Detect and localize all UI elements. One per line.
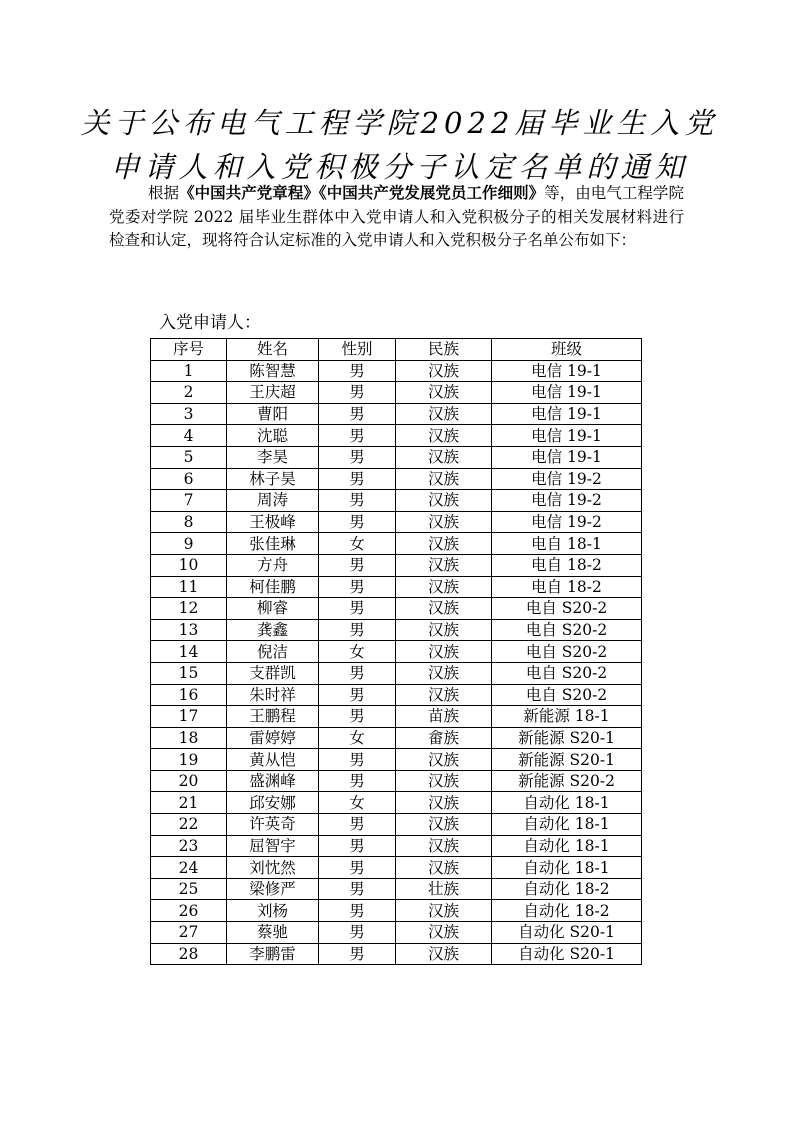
table-row	[151, 576, 642, 598]
cell-name: 曹阳	[227, 403, 319, 425]
header-gender: 性别	[319, 339, 396, 361]
intro-document-2: 《中国共产党发展党员工作细则》	[318, 183, 545, 202]
cell-gender: 男	[319, 922, 396, 944]
table-body	[151, 360, 642, 965]
cell-ethnicity: 汉族	[396, 598, 492, 620]
cell-class: 电信 19-1	[492, 425, 642, 447]
cell-gender: 女	[319, 727, 396, 749]
cell-ethnicity: 汉族	[396, 662, 492, 684]
cell-class: 新能源 S20-1	[492, 727, 642, 749]
cell-name: 刘杨	[227, 900, 319, 922]
header-ethnicity: 民族	[396, 339, 492, 361]
cell-index: 18	[151, 727, 227, 749]
cell-ethnicity: 汉族	[396, 382, 492, 404]
section-title: 入党申请人：	[159, 313, 261, 333]
cell-gender: 男	[319, 468, 396, 490]
cell-name: 雷婷婷	[227, 727, 319, 749]
cell-index: 25	[151, 878, 227, 900]
cell-gender: 男	[319, 814, 396, 836]
cell-name: 倪洁	[227, 641, 319, 663]
cell-index: 12	[151, 598, 227, 620]
cell-name: 方舟	[227, 554, 319, 576]
cell-index: 15	[151, 662, 227, 684]
cell-gender: 男	[319, 835, 396, 857]
cell-class: 电信 19-1	[492, 382, 642, 404]
cell-ethnicity: 汉族	[396, 576, 492, 598]
cell-index: 11	[151, 576, 227, 598]
cell-gender: 男	[319, 446, 396, 468]
cell-ethnicity: 汉族	[396, 684, 492, 706]
cell-class: 新能源 S20-2	[492, 770, 642, 792]
cell-ethnicity: 汉族	[396, 943, 492, 965]
cell-class: 电自 S20-2	[492, 684, 642, 706]
cell-gender: 男	[319, 706, 396, 728]
cell-ethnicity: 汉族	[396, 641, 492, 663]
cell-gender: 男	[319, 554, 396, 576]
cell-class: 电自 S20-2	[492, 619, 642, 641]
cell-name: 林子昊	[227, 468, 319, 490]
cell-ethnicity: 汉族	[396, 468, 492, 490]
notice-title-line-1: 关于公布电气工程学院2022届毕业生入党	[80, 106, 719, 140]
cell-name: 王鹏程	[227, 706, 319, 728]
cell-name: 李昊	[227, 446, 319, 468]
cell-class: 电自 S20-2	[492, 641, 642, 663]
cell-index: 10	[151, 554, 227, 576]
cell-index: 23	[151, 835, 227, 857]
cell-class: 自动化 18-2	[492, 900, 642, 922]
cell-name: 邱安娜	[227, 792, 319, 814]
intro-rest: 等，由电气工程学院党委对学院 2022 届毕业生群体中入党申请人和入党积极分子的相关发展材料进行检查和认定，现将符合认定标准的入党申请人和入党积极分子名单公布如下：	[109, 184, 684, 249]
table-row	[151, 468, 642, 490]
cell-name: 柯佳鹏	[227, 576, 319, 598]
cell-class: 电信 19-2	[492, 490, 642, 512]
cell-name: 蔡驰	[227, 922, 319, 944]
cell-ethnicity: 汉族	[396, 749, 492, 771]
table-row	[151, 490, 642, 512]
cell-class: 电自 18-1	[492, 533, 642, 555]
table-row	[151, 425, 642, 447]
cell-class: 电自 S20-2	[492, 662, 642, 684]
cell-ethnicity: 汉族	[396, 533, 492, 555]
cell-ethnicity: 汉族	[396, 835, 492, 857]
cell-name: 许英奇	[227, 814, 319, 836]
cell-index: 26	[151, 900, 227, 922]
cell-index: 4	[151, 425, 227, 447]
cell-gender: 男	[319, 598, 396, 620]
table-row	[151, 749, 642, 771]
table-row	[151, 922, 642, 944]
intro-paragraph	[109, 181, 684, 253]
cell-gender: 男	[319, 900, 396, 922]
cell-name: 沈聪	[227, 425, 319, 447]
cell-ethnicity: 苗族	[396, 706, 492, 728]
table-row	[151, 533, 642, 555]
header-index: 序号	[151, 339, 227, 361]
cell-name: 张佳琳	[227, 533, 319, 555]
cell-index: 7	[151, 490, 227, 512]
cell-gender: 男	[319, 360, 396, 382]
table-row	[151, 403, 642, 425]
table-row	[151, 878, 642, 900]
cell-gender: 男	[319, 857, 396, 879]
cell-ethnicity: 畲族	[396, 727, 492, 749]
cell-name: 屈智宇	[227, 835, 319, 857]
cell-name: 王极峰	[227, 511, 319, 533]
cell-gender: 女	[319, 533, 396, 555]
cell-ethnicity: 汉族	[396, 360, 492, 382]
cell-gender: 女	[319, 641, 396, 663]
cell-name: 支群凯	[227, 662, 319, 684]
cell-name: 李鹏雷	[227, 943, 319, 965]
table-row	[151, 900, 642, 922]
cell-index: 24	[151, 857, 227, 879]
cell-ethnicity: 汉族	[396, 900, 492, 922]
cell-index: 27	[151, 922, 227, 944]
table-row	[151, 619, 642, 641]
cell-name: 龚鑫	[227, 619, 319, 641]
cell-ethnicity: 汉族	[396, 770, 492, 792]
table-row	[151, 360, 642, 382]
cell-index: 1	[151, 360, 227, 382]
cell-ethnicity: 汉族	[396, 619, 492, 641]
table-row	[151, 706, 642, 728]
cell-class: 自动化 18-1	[492, 857, 642, 879]
cell-ethnicity: 汉族	[396, 857, 492, 879]
cell-class: 电信 19-2	[492, 468, 642, 490]
cell-name: 柳睿	[227, 598, 319, 620]
cell-index: 6	[151, 468, 227, 490]
cell-class: 自动化 S20-1	[492, 922, 642, 944]
table-row	[151, 792, 642, 814]
intro-document-1: 《中国共产党章程》	[179, 183, 319, 202]
notice-title-line-2: 申请人和入党积极分子认定名单的通知	[110, 150, 689, 184]
cell-ethnicity: 汉族	[396, 792, 492, 814]
cell-name: 黄从恺	[227, 749, 319, 771]
cell-class: 电信 19-2	[492, 511, 642, 533]
table-row	[151, 770, 642, 792]
cell-index: 21	[151, 792, 227, 814]
cell-name: 周涛	[227, 490, 319, 512]
table-row	[151, 382, 642, 404]
cell-gender: 男	[319, 403, 396, 425]
cell-index: 20	[151, 770, 227, 792]
cell-gender: 女	[319, 792, 396, 814]
cell-gender: 男	[319, 943, 396, 965]
cell-gender: 男	[319, 511, 396, 533]
table-row	[151, 598, 642, 620]
table-row	[151, 943, 642, 965]
cell-ethnicity: 壮族	[396, 878, 492, 900]
cell-class: 电自 S20-2	[492, 598, 642, 620]
cell-index: 16	[151, 684, 227, 706]
cell-index: 19	[151, 749, 227, 771]
cell-name: 盛渊峰	[227, 770, 319, 792]
cell-gender: 男	[319, 425, 396, 447]
cell-index: 2	[151, 382, 227, 404]
cell-name: 朱时祥	[227, 684, 319, 706]
table-row	[151, 511, 642, 533]
cell-index: 8	[151, 511, 227, 533]
header-class: 班级	[492, 339, 642, 361]
cell-ethnicity: 汉族	[396, 922, 492, 944]
table-header-row	[151, 339, 642, 361]
cell-ethnicity: 汉族	[396, 511, 492, 533]
cell-gender: 男	[319, 576, 396, 598]
cell-ethnicity: 汉族	[396, 554, 492, 576]
cell-index: 28	[151, 943, 227, 965]
cell-gender: 男	[319, 684, 396, 706]
cell-ethnicity: 汉族	[396, 814, 492, 836]
cell-index: 13	[151, 619, 227, 641]
cell-index: 22	[151, 814, 227, 836]
cell-ethnicity: 汉族	[396, 446, 492, 468]
cell-class: 自动化 18-2	[492, 878, 642, 900]
table-row	[151, 684, 642, 706]
cell-index: 5	[151, 446, 227, 468]
cell-index: 9	[151, 533, 227, 555]
cell-index: 14	[151, 641, 227, 663]
cell-class: 电信 19-1	[492, 446, 642, 468]
cell-ethnicity: 汉族	[396, 490, 492, 512]
cell-class: 电信 19-1	[492, 403, 642, 425]
table-row	[151, 641, 642, 663]
cell-index: 3	[151, 403, 227, 425]
cell-class: 电自 18-2	[492, 554, 642, 576]
table-row	[151, 446, 642, 468]
cell-class: 新能源 S20-1	[492, 749, 642, 771]
table-row	[151, 835, 642, 857]
cell-gender: 男	[319, 770, 396, 792]
cell-class: 自动化 S20-1	[492, 943, 642, 965]
intro-prefix: 根据	[148, 184, 180, 202]
table-row	[151, 814, 642, 836]
cell-name: 王庆超	[227, 382, 319, 404]
cell-class: 自动化 18-1	[492, 814, 642, 836]
cell-class: 电自 18-2	[492, 576, 642, 598]
cell-ethnicity: 汉族	[396, 425, 492, 447]
cell-gender: 男	[319, 490, 396, 512]
cell-index: 17	[151, 706, 227, 728]
cell-gender: 男	[319, 878, 396, 900]
table-row	[151, 554, 642, 576]
table-row	[151, 662, 642, 684]
cell-name: 陈智慧	[227, 360, 319, 382]
cell-ethnicity: 汉族	[396, 403, 492, 425]
cell-gender: 男	[319, 749, 396, 771]
cell-class: 新能源 18-1	[492, 706, 642, 728]
applicant-table	[150, 338, 642, 965]
cell-class: 自动化 18-1	[492, 792, 642, 814]
cell-class: 电信 19-1	[492, 360, 642, 382]
cell-name: 刘忱然	[227, 857, 319, 879]
cell-gender: 男	[319, 619, 396, 641]
cell-class: 自动化 18-1	[492, 835, 642, 857]
table-row	[151, 727, 642, 749]
header-name: 姓名	[227, 339, 319, 361]
cell-name: 梁修严	[227, 878, 319, 900]
cell-gender: 男	[319, 382, 396, 404]
cell-gender: 男	[319, 662, 396, 684]
table-row	[151, 857, 642, 879]
